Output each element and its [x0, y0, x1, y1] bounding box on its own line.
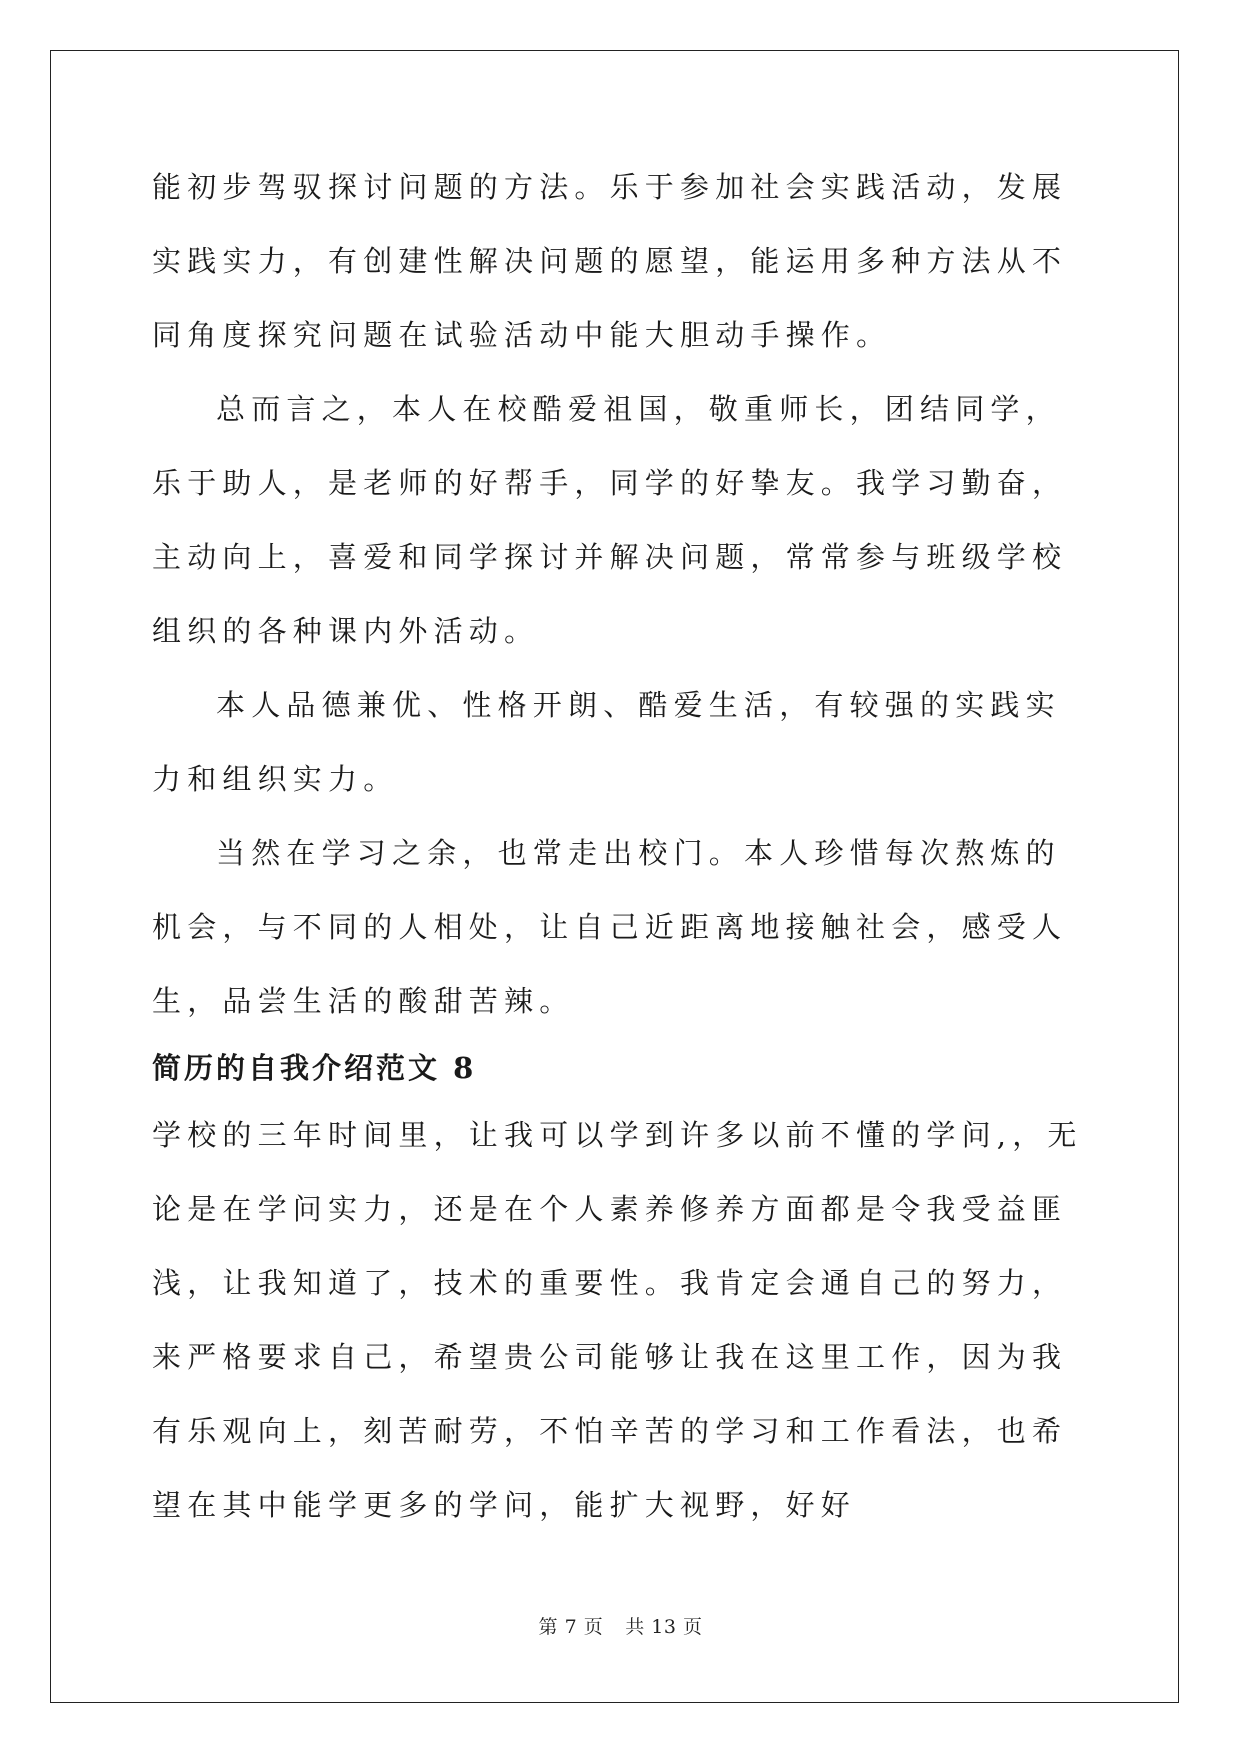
section-heading: 简历的自我介绍范文 8: [152, 1051, 477, 1085]
page-number: 第 7 页: [538, 1616, 604, 1638]
page-total: 共 13 页: [625, 1616, 703, 1638]
page-footer: [0, 1612, 1241, 1639]
document-body: [152, 150, 1092, 1542]
paragraph: 总而言之，本人在校酷爱祖国，敬重师长，团结同学，乐于助人，是老师的好帮手，同学的好挚友。我学习勤奋，主动向上，喜爱和同学探讨并解决问题，常常参与班级学校组织的各种课内外活动。: [152, 392, 1068, 648]
paragraph: 当然在学习之余，也常走出校门。本人珍惜每次熬炼的机会，与不同的人相处，让自己近距离地接触社会，感受人生，品尝生活的酸甜苦辣。: [152, 836, 1068, 1018]
paragraph: 能初步驾驭探讨问题的方法。乐于参加社会实践活动，发展实践实力，有创建性解决问题的愿望，能运用多种方法从不同角度探究问题在试验活动中能大胆动手操作。: [152, 170, 1068, 352]
paragraph: 学校的三年时间里，让我可以学到许多以前不懂的学问,，无论是在学问实力，还是在个人素养修养方面都是令我受益匪浅，让我知道了，技术的重要性。我肯定会通自己的努力，来严格要求自己，希望贵公司能够让我在这里工作，因为我有乐观向上，刻苦耐劳，不怕辛苦的学习和工作看法，也希望在其中能学更多的学问，能扩大视野，好好: [152, 1118, 1083, 1522]
paragraph: 本人品德兼优、性格开朗、酷爱生活，有较强的实践实力和组织实力。: [152, 688, 1061, 796]
